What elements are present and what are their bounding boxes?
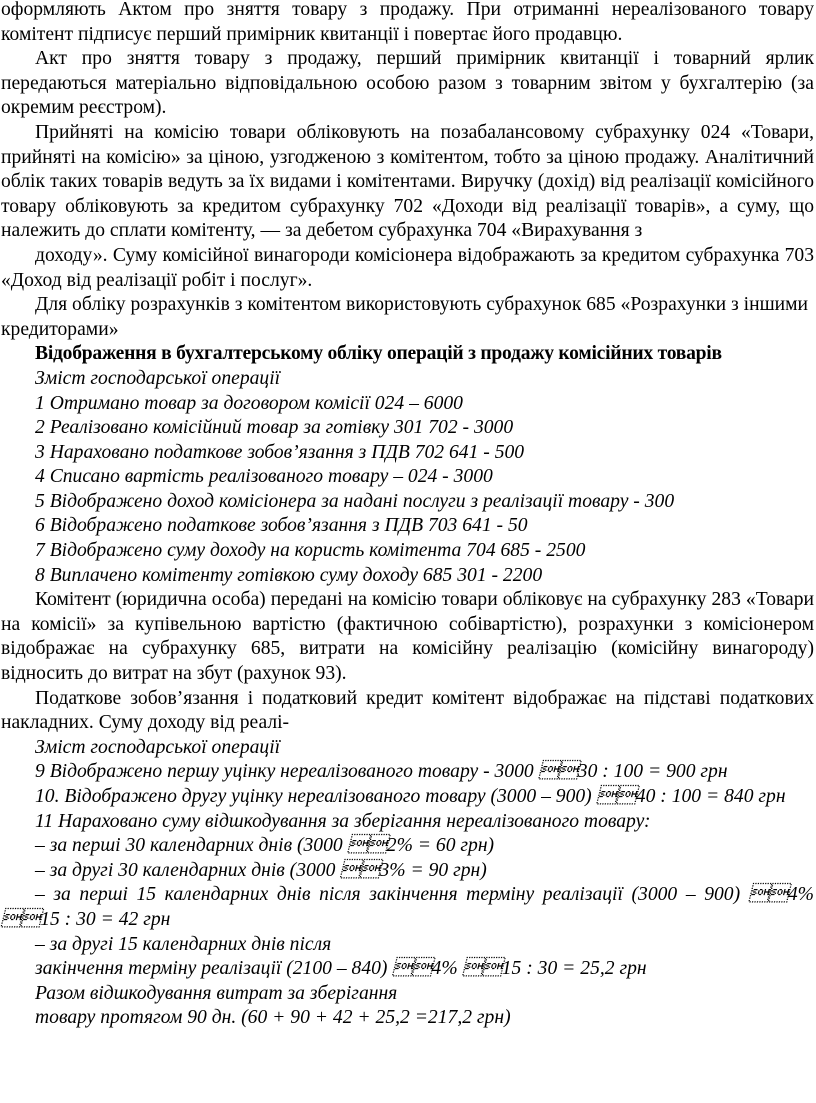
operations-subheading-2: Зміст господарської операції xyxy=(35,736,281,758)
operation-line-8: 8 Виплачено комітенту готівкою суму доходу 685 301 - 2200 xyxy=(35,564,543,586)
operation-line-11a: – за перші 30 календарних днів (3000 2% = 60 грн) xyxy=(35,835,495,857)
operation-line-10: 10. Відображено другу уцінку нереалізованого товару (3000 – 900) 40 : 100 = 840 грн xyxy=(35,786,786,807)
paragraph-commission-income: доходу». Суму комісійної винагороди комісіонера відображають за кредитом субрахунка 703 «Доход від реалізації робіт і послуг». xyxy=(1,244,814,291)
operation-line-5: 5 Відображено доход комісіонера за надані послуги з реалізації товару - 300 xyxy=(35,490,675,512)
operation-line-11c: – за перші 15 календарних днів після закінчення терміну реалізації (3000 – 900) 4% 15 : 30 = 42 грн xyxy=(1,884,814,930)
operation-line-4: 4 Списано вартість реалізованого товару – 024 - 3000 xyxy=(35,466,493,488)
paragraph-tax-liability: Податкове зобов’язання і податковий кредит комітент відображає на підставі податкових накладних. Суму доходу від реалі- xyxy=(1,687,814,734)
storage-total-line-2: товару протягом 90 дн. (60 + 90 + 42 + 25,2 =217,2 грн) xyxy=(35,1007,511,1029)
operation-line-6: 6 Відображено податкове зобов’язання з ПДВ 703 641 - 50 xyxy=(35,515,528,537)
operation-line-2: 2 Реалізовано комісійний товар за готівку 301 702 - 3000 xyxy=(35,417,514,439)
operation-line-11d-part2: закінчення терміну реалізації (2100 – 840) 4% 15 : 30 = 25,2 грн xyxy=(35,958,647,980)
operation-line-11b: – за другі 30 календарних днів (3000 3% = 90 грн) xyxy=(35,859,487,881)
operations-subheading: Зміст господарської операції xyxy=(35,367,281,389)
operation-line-11d-part1: – за другі 15 календарних днів після xyxy=(35,933,332,955)
section-heading-operations: Відображення в бухгалтерському обліку операцій з продажу комісійних товарів xyxy=(35,343,722,365)
operation-line-9: 9 Відображено першу уцінку нереалізованого товару - 3000 30 : 100 = 900 грн xyxy=(35,761,728,783)
storage-total-line-1: Разом відшкодування витрат за зберігання xyxy=(35,982,398,1004)
operation-line-3: 3 Нараховано податкове зобов’язання з ПДВ 702 641 - 500 xyxy=(35,441,525,463)
paragraph-act-transfer: Акт про зняття товару з продажу, перший примірник квитанції і товарний ярлик передаються матеріально відповідальною особою разом з товарним звітом у бухгалтерію (за окремим реєстром). xyxy=(1,48,814,119)
paragraph-act-continuation: оформляють Актом про зняття товару з продажу. При отриманні нереалізованого товару комітент підписує перший примірник квитанції і повертає його продавцю. xyxy=(1,0,814,45)
paragraph-consignor-accounting: Комітент (юридична особа) передані на комісію товари обліковує на субрахунку 283 «Товари на комісії» за купівельною вартістю (фактичною собівартістю), розрахунки з комісіонером відображає на субрахунку 685, витрати на комісійну реалізацію (комісійну винагороду) відносить до витрат на збут (рахунок 93). xyxy=(1,589,814,685)
paragraph-settlements-account: Для обліку розрахунків з комітентом використовують субрахунок 685 «Розрахунки з іншими кредиторами» xyxy=(1,294,809,340)
operation-line-7: 7 Відображено суму доходу на користь комітента 704 685 - 2500 xyxy=(35,540,586,562)
paragraph-offbalance-account: Прийняті на комісію товари обліковують на позабалансовому субрахунку 024 «Товари, прийняті на комісію» за ціною, узгодженою з комітентом, тобто за ціною продажу. Аналітичний облік таких товарів ведуть за їх видами і комітентами. Виручку (дохід) від реалізації комісійного товару обліковують за кредитом субрахунку 702 «Доходи від реалізації товарів», а суму, що належить до сплати комітенту, — за дебетом субрахунка 704 «Вирахування з xyxy=(1,121,814,242)
operation-line-1: 1 Отримано товар за договором комісії 024 – 6000 xyxy=(35,392,463,414)
operation-line-11: 11 Нараховано суму відшкодування за зберігання нереалізованого товару: xyxy=(35,810,651,832)
